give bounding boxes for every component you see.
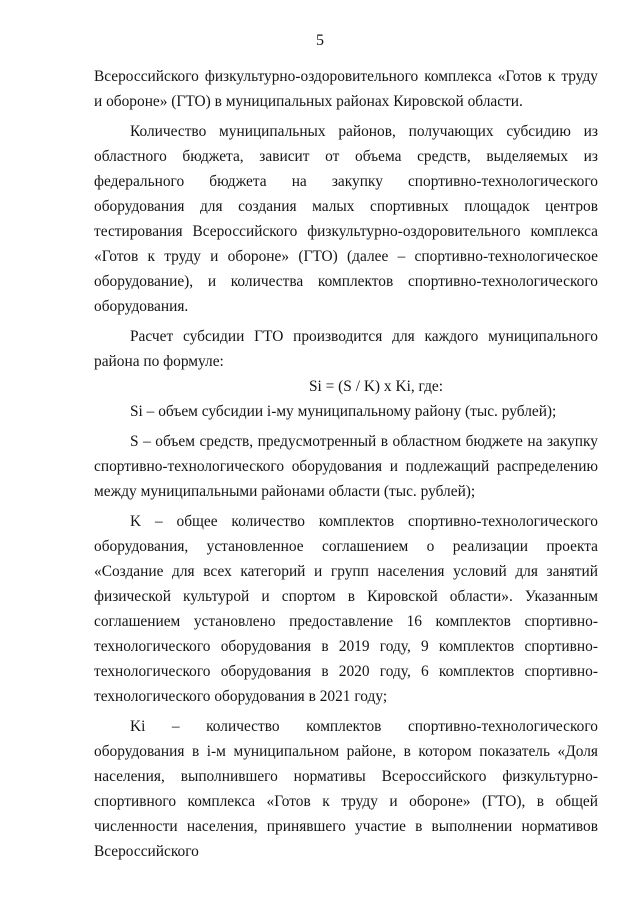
paragraph-gto-intro: Всероссийского физкультурно-оздоровительного комплекса «Готов к труду и обороне» (ГТО) в муниципальных районах Кировской области. [94,68,598,110]
definition-si: Si – объем субсидии i-му муниципальному району (тыс. рублей); [130,403,557,420]
document-body [94,64,598,864]
paragraph-calculation: Расчет субсидии ГТО производится для каждого муниципального района по формуле: [94,328,598,370]
definition-k: K – общее количество комплектов спортивно-технологического оборудования, установленное соглашением о реализации проекта «Создание для всех категорий и групп населения условий для занятий физической культурой и спортом в Кировской области». Указанным соглашением установлено предоставление 16 комплектов спортивно-технологического оборудования в 2019 году, 9 комплектов спортивно-технологического оборудования в 2020 году, 6 комплектов спортивно-технологического оборудования в 2021 году; [94,513,598,705]
page-number: 5 [316,32,324,49]
definition-ki: Ki – количество комплектов спортивно-технологического оборудования в i-м муниципальном районе, в котором показатель «Доля населения, выполнившего нормативы Всероссийского физкультурно-спортивного комплекса «Готов к труду и обороне» (ГТО), в общей численности населения, принявшего участие в выполнении нормативов Всероссийского [94,718,598,860]
definition-s: S – объем средств, предусмотренный в областном бюджете на закупку спортивно-технологического оборудования и подлежащий распределению между муниципальными районами области (тыс. рублей); [94,433,598,500]
subsidy-formula: Si = (S / K) x Ki, где: [308,378,444,395]
paragraph-districts-count: Количество муниципальных районов, получающих субсидию из областного бюджета, зависит от объема средств, выделяемых из федерального бюджета на закупку спортивно-технологического оборудования для создания малых спортивных площадок центров тестирования Всероссийского физкультурно-оздоровительного комплекса «Готов к труду и обороне» (ГТО) (далее – спортивно-технологическое оборудование), и количества комплектов спортивно-технологического оборудования. [94,123,598,315]
